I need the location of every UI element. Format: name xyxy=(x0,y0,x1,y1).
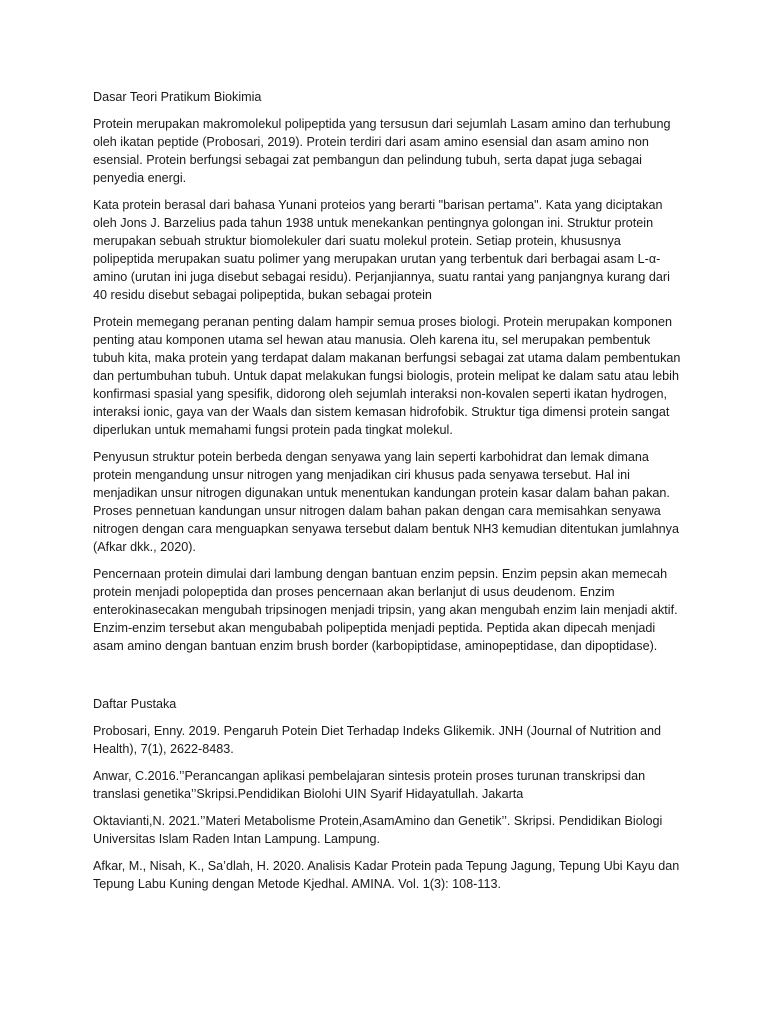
reference-item: Afkar, M., Nisah, K., Sa’dlah, H. 2020. Analisis Kadar Protein pada Tepung Jagung, Tepung Ubi Kayu dan Tepung Labu Kuning dengan Metode Kjedhal. AMINA. Vol. 1(3): 108-113. xyxy=(93,859,680,891)
references-title: Daftar Pustaka xyxy=(93,697,177,711)
paragraph-protein-etymology: Kata protein berasal dari bahasa Yunani proteios yang berarti "barisan pertama". Kata yang diciptakan oleh Jons J. Barzelius pada tahun 1938 untuk menekankan pentingnya golongan ini. Struktur protein merupakan sebuah struktur biomolekuler dari suatu molekul protein. Setiap protein, khususnya polipeptida merupakan suatu polimer yang merupakan urutan yang terbentuk dari berbagai asam L-α-amino (urutan ini juga disebut sebagai residu). Perjanjiannya, suatu rantai yang panjangnya kurang dari 40 residu disebut sebagai polipeptida, bukan sebagai protein xyxy=(93,198,670,302)
document-page xyxy=(93,88,683,902)
paragraph-protein-role: Protein memegang peranan penting dalam hampir semua proses biologi. Protein merupakan komponen penting atau komponen utama sel hewan atau manusia. Oleh karena itu, sel merupakan pembentuk tubuh kita, maka protein yang terdapat dalam makanan berfungsi sebagai zat utama dalam pembentukan dan pertumbuhan tubuh. Untuk dapat melakukan fungsi biologis, protein melipat ke dalam satu atau lebih konfirmasi spasial yang spesifik, didorong oleh sejumlah interaksi non-kovalen seperti ikatan hydrogen, interaksi ionic, gaya van der Waals dan sistem kemasan hidrofobik. Struktur tiga dimensi protein sangat diperlukan untuk memahami fungsi protein pada tingkat molekul. xyxy=(93,315,681,437)
reference-item: Anwar, C.2016.’’Perancangan aplikasi pembelajaran sintesis protein proses turunan transkripsi dan translasi genetika’’Skripsi.Pendidikan Biolohi UIN Syarif Hidayatullah. Jakarta xyxy=(93,769,646,801)
document-title: Dasar Teori Pratikum Biokimia xyxy=(93,90,262,104)
paragraph-protein-digestion: Pencernaan protein dimulai dari lambung dengan bantuan enzim pepsin. Enzim pepsin akan memecah protein menjadi polopeptida dan proses pencernaan akan berlanjut di usus deudenom. Enzim enterokinasecakan mengubah tripsinogen menjadi tripsin, yang akan mengubah enzim lain menjadi aktif. Enzim-enzim tersebut akan mengubabah polipeptida menjadi peptida. Peptida akan dipecah menjadi asam amino dengan bantuan enzim brush border (karbopiptidase, aminopeptidase, dan dipoptidase). xyxy=(93,567,678,653)
reference-item: Probosari, Enny. 2019. Pengaruh Potein Diet Terhadap Indeks Glikemik. JNH (Journal of Nutrition and Health), 7(1), 2622-8483. xyxy=(93,724,661,756)
section-spacer xyxy=(93,664,683,695)
paragraph-protein-definition: Protein merupakan makromolekul polipeptida yang tersusun dari sejumlah Lasam amino dan terhubung oleh ikatan peptide (Probosari, 2019). Protein terdiri dari asam amino esensial dan asam amino non esensial. Protein berfungsi sebagai zat pembangun dan pelindung tubuh, serta dapat juga sebagai penyedia energi. xyxy=(93,117,671,185)
paragraph-protein-nitrogen: Penyusun struktur potein berbeda dengan senyawa yang lain seperti karbohidrat dan lemak dimana protein mengandung unsur nitrogen yang menjadikan ciri khusus pada senyawa tersebut. Hal ini menjadikan unsur nitrogen digunakan untuk menentukan kandungan protein kasar dalam bahan pakan. Proses pennetuan kandungan unsur nitrogen dalam bahan pakan dengan cara memisahkan senyawa nitrogen dengan cara menguapkan senyawa tersebut dalam bentuk NH3 kemudian ditentukan jumlahnya (Afkar dkk., 2020). xyxy=(93,450,679,554)
reference-item: Oktavianti,N. 2021.’’Materi Metabolisme Protein,AsamAmino dan Genetik’’. Skripsi. Pendidikan Biologi Universitas Islam Raden Intan Lampung. Lampung. xyxy=(93,814,663,846)
